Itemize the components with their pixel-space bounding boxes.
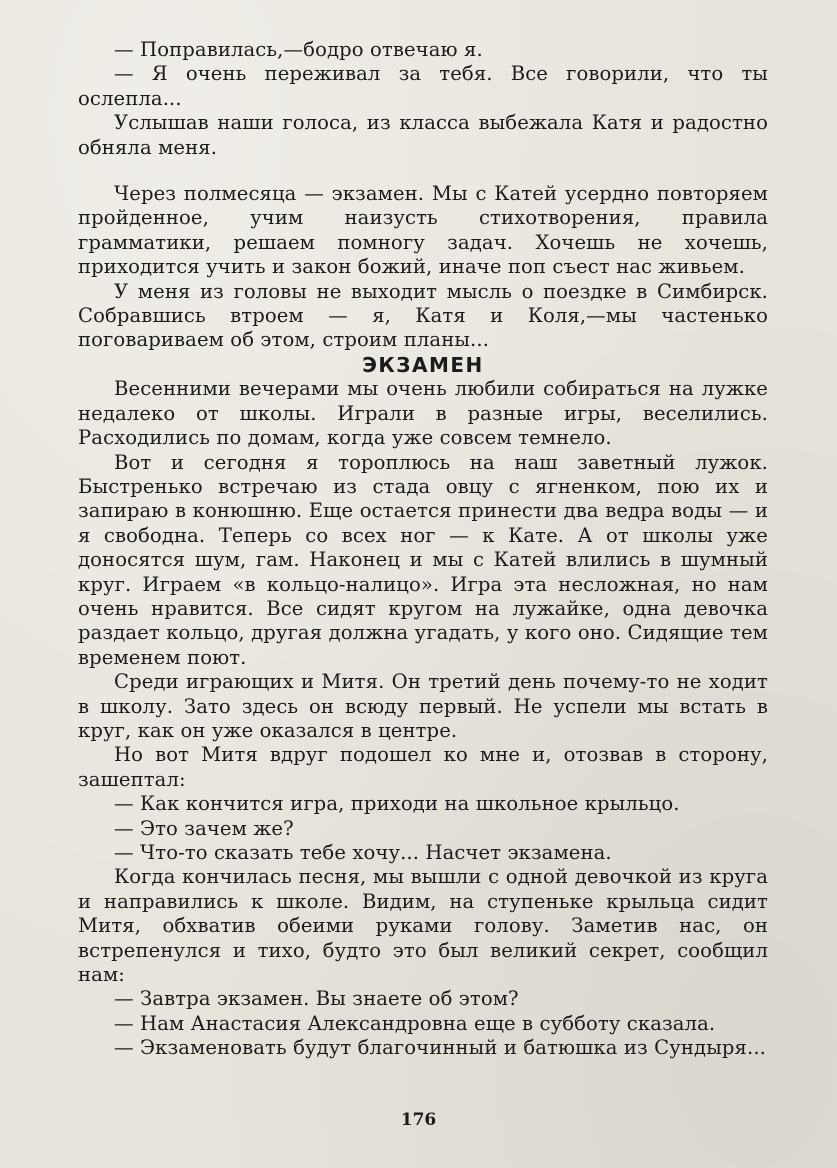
page-number: 176 [400, 1110, 437, 1130]
paragraph-dialogue-4: — Это зачем же? [114, 816, 294, 840]
paragraph-spring-evenings: Весенними вечерами мы очень любили собираться на лужке недалеко от школы. Играли в разные игры, веселились. Расходились по домам, когда уже совсем темнело. [78, 377, 768, 450]
paragraph-dialogue-6: — Завтра экзамен. Вы знаете об этом? [114, 987, 519, 1011]
paragraph-porch: Когда кончилась песня, мы вышли с одной девочкой из круга и направились к школе. Видим, на ступеньке крыльца сидит Митя, обхватив обеими руками голову. Заметив нас, он встрепенулся и тихо, будто это был великий секрет, сообщил нам: [78, 865, 768, 987]
section-heading: ЭКЗАМЕН [362, 352, 484, 377]
paragraph-dialogue-5: — Что-то сказать тебе хочу... Насчет экзамена. [114, 841, 612, 864]
paragraph-dialogue-7: — Нам Анастасия Александровна еще в субботу сказала. [114, 1011, 716, 1035]
paragraph-dialogue-8: — Экзаменовать будут благочинный и батюшка из Сундыря... [114, 1036, 766, 1060]
paragraph-katya-runs: Услышав наши голоса, из класса выбежала Катя и радостно обняла меня. [78, 111, 768, 159]
paragraph-hurry: Вот и сегодня я тороплюсь на наш заветный лужок. Быстренько встречаю из стада овцу с ягненком, пою их и запираю в конюшню. Еще остается принести два ведра воды — и я свободна. Теперь со всех ног — к Кате. А от школы уже доносятся шум, гам. Наконец и мы с Катей влились в шумный круг. Играем «в кольцо-налицо». Игра эта несложная, но нам очень нравится. Все сидят кругом на лужайке, одна девочка раздает кольцо, другая должна угадать, у кого оно. Сидящие тем временем поют. [78, 450, 768, 669]
page-text [78, 38, 768, 1061]
paragraph-whisper: Но вот Митя вдруг подошел ко мне и, отозвав в сторону, зашептал: [78, 743, 768, 791]
paragraph-exam-soon: Через полмесяца — экзамен. Мы с Катей усердно повторяем пройденное, учим наизусть стихотворения, правила грамматики, решаем помногу задач. Хочешь не хочешь, приходится учить и закон божий, иначе поп съест нас живьем. [78, 182, 768, 279]
paragraph-mitya: Среди играющих и Митя. Он третий день почему-то не ходит в школу. Зато здесь он всюду первый. Не успели мы встать в круг, как он уже оказался в центре. [78, 670, 768, 742]
paragraph-dialogue-2: — Я очень переживал за тебя. Все говорили, что ты ослепла... [78, 62, 768, 110]
paragraph-simbirsk: У меня из головы не выходит мысль о поездке в Симбирск. Собравшись втроем — я, Катя и Коля,—мы частенько поговариваем об этом, строим планы... [78, 279, 768, 352]
paragraph-dialogue-3: — Как кончится игра, приходи на школьное крыльцо. [114, 792, 680, 816]
paragraph-dialogue-1: — Поправилась,—бодро отвечаю я. [114, 38, 483, 61]
